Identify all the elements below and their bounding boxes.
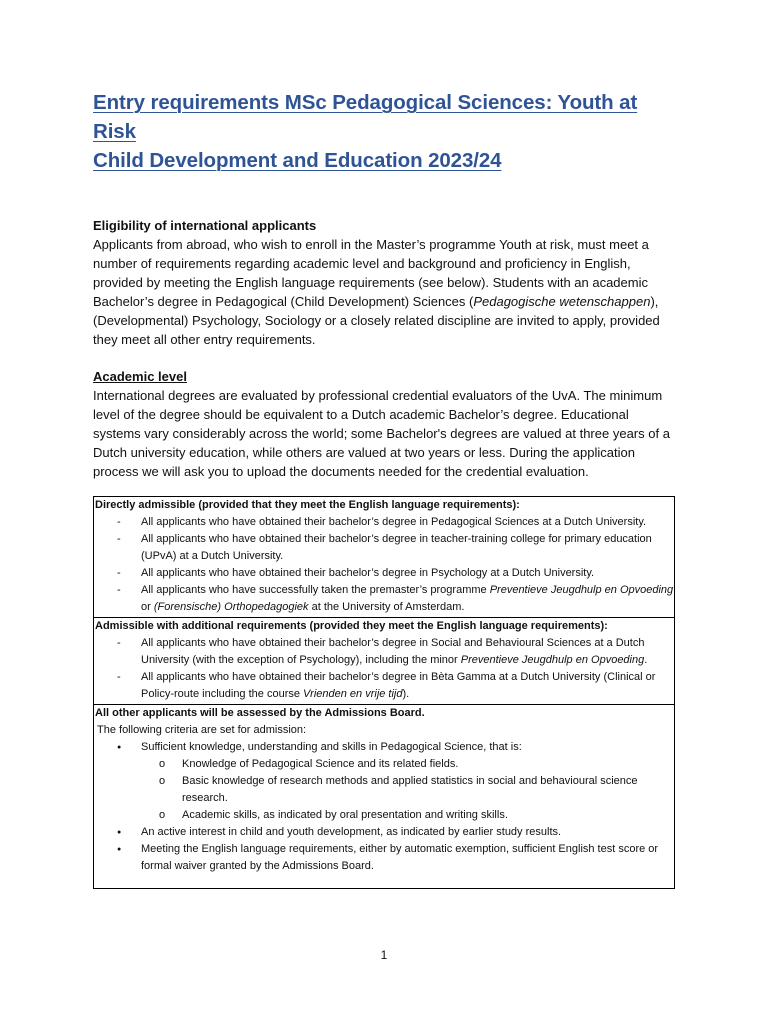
sub-list-item: o Basic knowledge of research methods and applied statistics in social and behavioural science research.: [95, 773, 674, 807]
list-item: - All applicants who have obtained their bachelor’s degree in teacher-training college for primary education (UPvA) at a Dutch University.: [95, 531, 674, 565]
item-text: All applicants who have successfully taken the premaster’s programme: [141, 584, 490, 596]
list-item: ● Sufficient knowledge, understanding and skills in Pedagogical Science, that is:: [95, 739, 674, 756]
list-item: ● Meeting the English language requirements, either by automatic exemption, sufficient English test score or formal waiver granted by the Admissions Board.: [95, 841, 674, 875]
other-applicants-cell: [94, 705, 675, 889]
item-italic: (Forensische) Orthopedagogiek: [153, 601, 309, 613]
item-italic: Vrienden en vrije tijd: [303, 688, 403, 700]
criteria-sublist: [95, 756, 674, 824]
item-italic: Preventieve Jeugdhulp en Opvoeding: [460, 654, 645, 666]
additional-requirements-heading: Admissible with additional requirements (provided they meet the English language requirements):: [95, 620, 608, 632]
item-text: or: [141, 601, 154, 613]
title-line-2: Child Development and Education 2023/24: [93, 149, 502, 172]
additional-requirements-cell: [94, 618, 675, 705]
item-italic: Preventieve Jeugdhulp en Opvoeding: [489, 584, 674, 596]
criteria-list-continued: [95, 824, 674, 875]
sub-list-item: o Knowledge of Pedagogical Science and its related fields.: [95, 756, 674, 773]
item-text: ).: [402, 688, 410, 700]
additional-requirements-list: [95, 635, 674, 703]
item-text: All applicants who have obtained their bachelor’s degree in Bèta Gamma at a Dutch University (Clinical or Policy-route including the course: [141, 671, 656, 700]
item-text: All applicants who have obtained their bachelor’s degree in Social and Behavioural Sciences at a Dutch University (with the exception of Psychology), including the minor: [141, 637, 645, 666]
list-item: - All applicants who have obtained their bachelor’s degree in Psychology at a Dutch University.: [95, 565, 674, 582]
page-number: 1: [380, 948, 388, 962]
list-item: [95, 582, 674, 616]
other-applicants-heading: All other applicants will be assessed by the Admissions Board.: [95, 707, 425, 719]
direct-admission-heading: Directly admissible (provided that they meet the English language requirements):: [95, 499, 520, 511]
eligibility-paragraph: [93, 235, 675, 349]
criteria-intro: The following criteria are set for admission:: [97, 724, 307, 736]
academic-level-heading: Academic level: [93, 369, 187, 384]
eligibility-text-b: ), (Developmental) Psychology, Sociology or a closely related discipline are invited to apply, provided they meet all other entry requirements.: [93, 294, 660, 347]
eligibility-heading: Eligibility of international applicants: [93, 218, 317, 233]
title-line-1: Entry requirements MSc Pedagogical Sciences: Youth at Risk: [93, 91, 638, 143]
list-item: - All applicants who have obtained their bachelor’s degree in Pedagogical Sciences at a Dutch University.: [95, 514, 674, 531]
eligibility-text-italic: Pedagogische wetenschappen: [473, 294, 651, 309]
admission-table: [93, 496, 675, 889]
item-text: .: [644, 654, 648, 666]
list-item: [95, 669, 674, 703]
criteria-list: [95, 739, 674, 756]
document-page: [93, 88, 675, 889]
list-item: ● An active interest in child and youth development, as indicated by earlier study results.: [95, 824, 674, 841]
sub-list-item: o Academic skills, as indicated by oral presentation and writing skills.: [95, 807, 674, 824]
direct-admission-cell: [94, 497, 675, 618]
academic-level-paragraph: International degrees are evaluated by professional credential evaluators of the UvA. The minimum level of the degree should be equivalent to a Dutch academic Bachelor’s degree. Educational systems vary considerably across the world; some Bachelor's degrees are valued at three years of a Dutch university education, while others are valued at two years or less. During the application process we will ask you to upload the documents needed for the credential evaluation.: [93, 388, 670, 479]
list-item: [95, 635, 674, 669]
eligibility-text-a: Applicants from abroad, who wish to enroll in the Master’s programme Youth at risk, must meet a number of requirements regarding academic level and background and proficiency in English, provided by meeting the English language requirements (see below). Students with an academic Bachelor’s degree in Pedagogical (Child Development) Sciences (: [93, 237, 649, 309]
page-title: [93, 88, 675, 175]
direct-admission-list: [95, 514, 674, 616]
item-text: at the University of Amsterdam.: [308, 601, 465, 613]
